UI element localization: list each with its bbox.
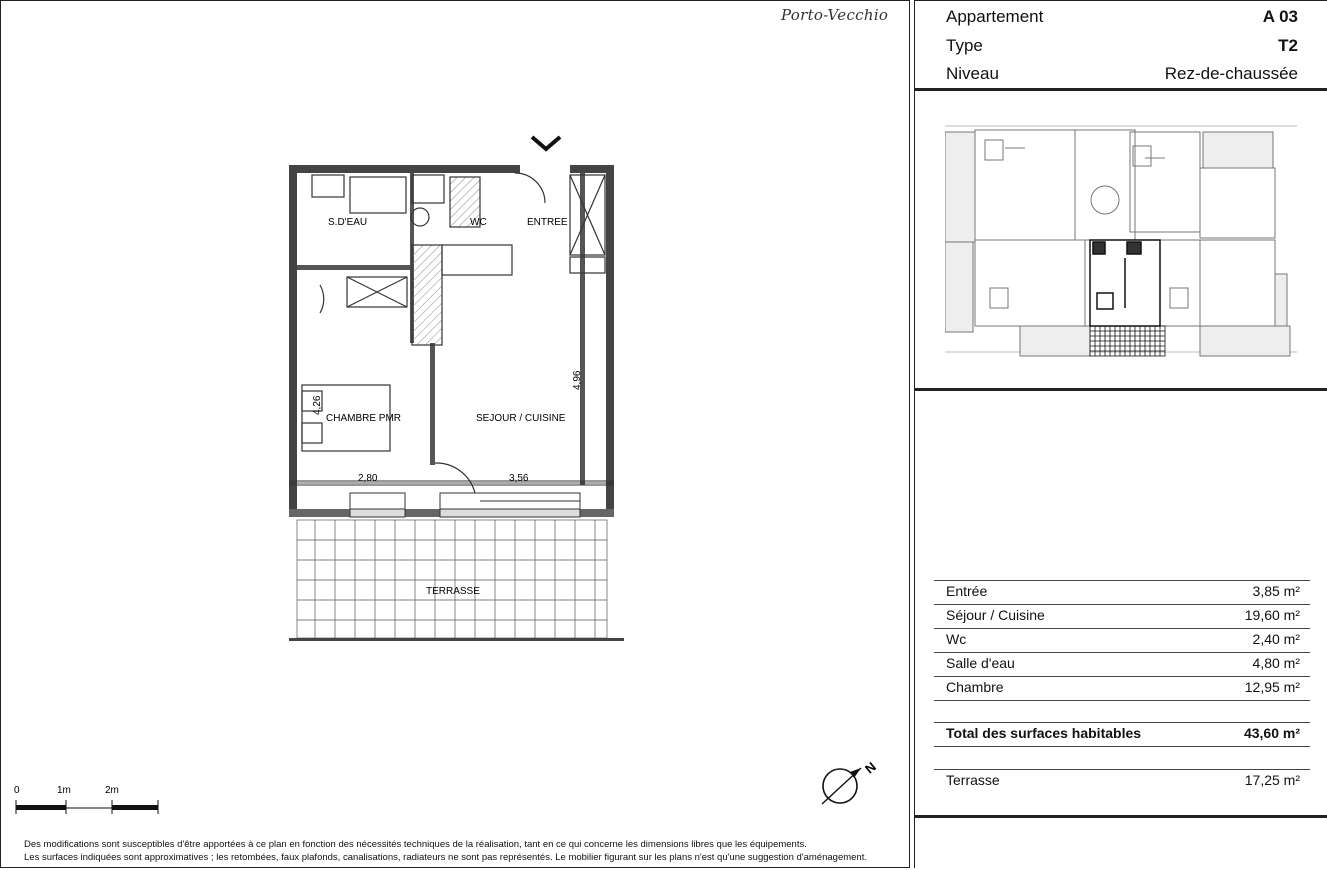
bottom-divider [914,815,1327,818]
compass-icon [816,758,886,818]
entrance-arrow-icon [532,137,560,149]
disclaimer-line-1: Des modifications sont susceptibles d'être apportées à ce plan en fonction des nécessités techniques de la réalisation, tant en ce qui concerne les dimensions libres que les équipements. [24,839,807,850]
total-value: 43,60 m² [1243,725,1300,741]
room-label-chambre: CHAMBRE PMR [326,413,402,424]
area-label: Chambre [946,679,1004,695]
area-row-spacer [934,700,1310,720]
type-row [946,36,1298,56]
room-label-sejour: SEJOUR / CUISINE [476,413,566,424]
dim-chambre-height: 4,26 [312,395,323,415]
area-row-chambre [934,676,1310,700]
level-label: Niveau [946,64,999,83]
scale-tick-0: 0 [14,785,20,796]
level-row [946,64,1298,84]
apartment-row [946,7,1298,27]
area-row-terrasse [934,769,1310,793]
area-value: 4,80 m² [1252,655,1300,671]
key-plan [945,118,1297,360]
area-label: Séjour / Cuisine [946,607,1045,623]
apartment-label: Appartement [946,7,1044,26]
area-row-spacer [934,746,1310,766]
scale-bar [12,784,162,824]
header-divider [914,88,1327,91]
type-value: T2 [1278,36,1298,55]
floor-plan [280,125,630,655]
scale-tick-1m: 1m [57,785,71,796]
area-value: 3,85 m² [1252,583,1300,599]
terrasse-label: Terrasse [946,772,1000,788]
room-label-entree: ENTREE [527,217,568,228]
room-label-terrasse: TERRASSE [426,586,480,597]
area-label: Entrée [946,583,988,599]
area-row-wc [934,628,1310,652]
scale-tick-2m: 2m [105,785,119,796]
keyplan-divider [914,388,1327,391]
area-row-salle-deau [934,652,1310,676]
area-row-entree [934,580,1310,604]
disclaimer-line-2: Les surfaces indiquées sont approximatives ; les retombées, faux plafonds, canalisations, radiateurs ne sont pas représentés. Le mobilier figurant sur les plans n'est qu'une suggestion d'aménagement. [24,852,867,863]
area-label: Salle d'eau [946,655,1015,671]
area-row-total [934,722,1310,746]
terrasse-value: 17,25 m² [1244,772,1300,788]
type-label: Type [946,36,983,55]
area-value: 12,95 m² [1244,679,1300,695]
dim-sejour-height: 4,96 [572,370,583,390]
area-row-sejour [934,604,1310,628]
level-value: Rez-de-chaussée [1164,64,1298,83]
area-value: 19,60 m² [1244,607,1300,623]
compass-north-label: N [862,759,879,777]
dim-chambre-width: 2,80 [358,473,378,484]
brand-logo-text: Porto-Vecchio [781,6,889,24]
room-label-wc: WC [470,217,487,228]
disclaimer [24,838,867,864]
room-label-sdeau: S.D'EAU [328,217,368,228]
area-value: 2,40 m² [1252,631,1300,647]
apartment-value: A 03 [1262,7,1298,26]
total-label: Total des surfaces habitables [946,725,1142,741]
area-label: Wc [946,631,967,647]
dim-sejour-width: 3,56 [509,473,529,484]
